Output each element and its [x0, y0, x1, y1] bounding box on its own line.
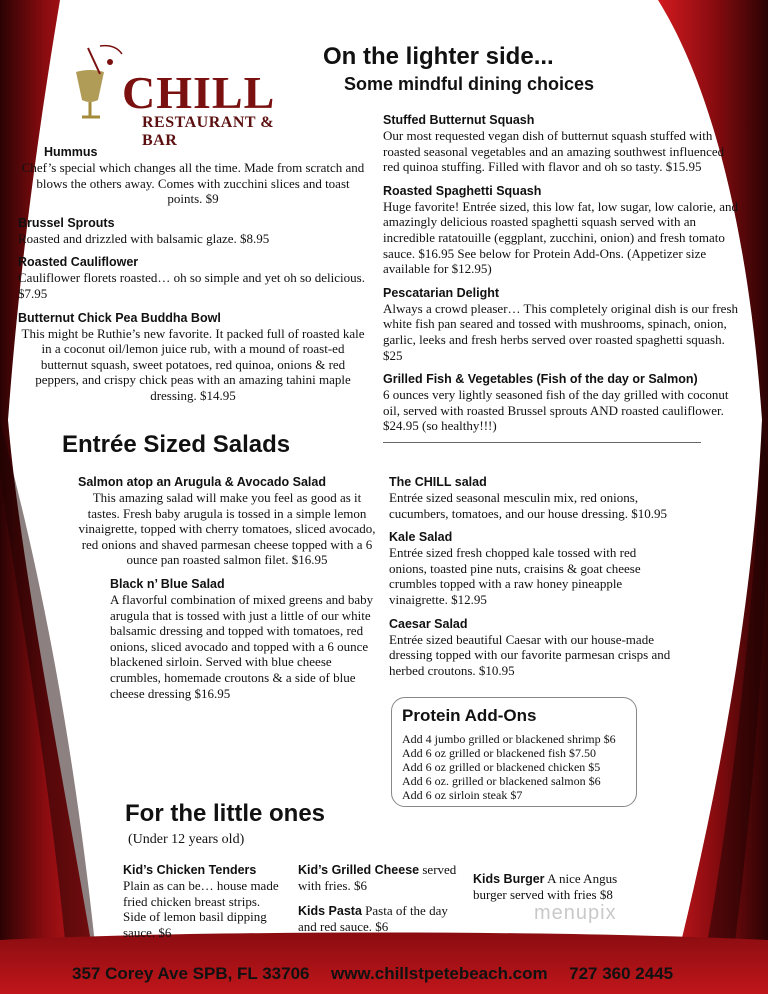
- item-name: Pescatarian Delight: [383, 285, 500, 300]
- section-title-salads: Entrée Sized Salads: [62, 431, 291, 458]
- menu-item: [78, 576, 376, 701]
- menu-item: [18, 144, 368, 207]
- lighter-left-column: [18, 144, 368, 412]
- lighter-right-column: [383, 112, 741, 443]
- item-description: Roasted and drizzled with balsamic glaze. $8.95: [18, 230, 270, 246]
- item-description: A flavorful combination of mixed greens and baby arugula that is tossed with just a little of our white balsamic dressing and topped with tomatoes, red onions, sliced avocado and topped with a 6 ounce blackened sirloin. Served with blue cheese crumbles, homemade croutons & a side of blue cheese dressing $16.95: [110, 591, 374, 701]
- item-name: Butternut Chick Pea Buddha Bowl: [18, 310, 221, 325]
- kids-burger: [473, 871, 643, 903]
- salads-left-column: [78, 474, 376, 709]
- item-name: Salmon atop an Arugula & Avocado Salad: [78, 475, 326, 489]
- brand-tagline: RESTAURANT & BAR: [142, 114, 275, 149]
- item-description: Entrée sized seasonal mesculin mix, red onions, cucumbers, tomatoes, and our house dressing. $10.95: [389, 490, 668, 521]
- protein-item: Add 6 oz. grilled or blackened salmon $6: [402, 774, 601, 788]
- section-title-lighter: On the lighter side...: [323, 43, 554, 70]
- item-description: 6 ounces very lightly seasoned fish of the day grilled with coconut oil, served with roasted Brussel sprouts AND roasted cauliflower. $24.95 (so healthy!!!): [383, 387, 729, 434]
- menu-item: [389, 474, 671, 521]
- item-name: Roasted Cauliflower: [18, 255, 139, 270]
- item-name: Hummus: [44, 145, 98, 159]
- item-name: Kids Pasta: [298, 904, 362, 918]
- item-name: Black n’ Blue Salad: [110, 576, 225, 591]
- menu-item: [389, 529, 671, 607]
- section-subtitle-lighter: Some mindful dining choices: [344, 74, 595, 94]
- logo: [70, 42, 300, 149]
- item-description: served with fries. $6: [298, 862, 457, 893]
- item-description: Pasta of the day and red sauce. $6: [298, 903, 448, 934]
- item-name: Brussel Sprouts: [18, 215, 115, 230]
- menu-item: [18, 310, 368, 404]
- item-name: Kale Salad: [389, 530, 453, 545]
- item-name: Roasted Spaghetti Squash: [383, 183, 542, 198]
- item-description: Always a crowd pleaser… This completely original dish is our fresh white fish pan seared and tossed with mushrooms, spinach, onion, garlic, leeks and fresh herbs served over roasted spaghetti squash. $25: [383, 300, 739, 363]
- footer-phone[interactable]: 727 360 2445: [569, 964, 674, 983]
- item-description: Huge favorite! Entrée sized, this low fat, low sugar, low calorie, and amazingly delicious roasted spaghetti squash served with an incredible ratatouille (eggplant, zucchini, onion) and fresh tomato sauce. $16.95 See below for Protein Add-Ons. (Appetizer size available for $12.95): [383, 198, 739, 277]
- section-divider: [383, 442, 701, 443]
- menu-item: [18, 215, 368, 247]
- brand-name: CHILL: [122, 67, 276, 118]
- watermark: menupix: [534, 902, 617, 924]
- item-name: Stuffed Butternut Squash: [383, 113, 535, 127]
- item-name: Kids Burger: [473, 872, 545, 886]
- section-subtitle-kids: (Under 12 years old): [128, 832, 245, 847]
- item-name: Grilled Fish & Vegetables (Fish of the day or Salmon): [383, 372, 698, 387]
- item-description: Our most requested vegan dish of butternut squash stuffed with roasted seasonal vegetables and an amazing southwest influenced red quinoa stuffing. Filled with flavor and oh so tasty. $15.95: [383, 128, 725, 175]
- kids-tenders: [123, 862, 283, 940]
- footer-address: 357 Corey Ave SPB, FL 33706: [72, 964, 310, 983]
- kids-pasta: [298, 903, 468, 935]
- item-name: Caesar Salad: [389, 616, 468, 631]
- protein-item: Add 6 oz grilled or blackened chicken $5: [402, 760, 601, 774]
- item-description: A nice Angus burger served with fries $8: [473, 871, 618, 902]
- item-name: Kid’s Chicken Tenders: [123, 863, 257, 877]
- bottom-curtain-band: [0, 930, 768, 994]
- section-title-kids: For the little ones: [125, 800, 326, 827]
- item-description: This might be Ruthie’s new favorite. It packed full of roasted kale in a coconut oil/lemon juice rub, with a mound of roast-ed butternut squash, sweet potatoes, red quinoa, onions & red peppers, and crispy chick peas with an amazing tahini maple dressing. $14.95: [21, 325, 365, 403]
- menu-item: [78, 474, 376, 568]
- item-description: Entrée sized fresh chopped kale tossed with red onions, toasted pine nuts, craisins & goat cheese crumbles topped with a raw honey pineapple vinaigrette. $12.95: [389, 545, 641, 607]
- footer-website[interactable]: www.chillstpetebeach.com: [330, 964, 548, 983]
- menu-item: [383, 112, 741, 175]
- item-name: Kid’s Grilled Cheese: [298, 863, 420, 877]
- menu-item: [383, 183, 741, 277]
- protein-title: Protein Add-Ons: [402, 706, 537, 725]
- item-description: Cauliflower florets roasted… oh so simple and yet oh so delicious. $7.95: [18, 270, 365, 301]
- kids-grilled-cheese: [298, 862, 468, 894]
- menu-item: [389, 616, 671, 679]
- salads-right-column: [389, 474, 671, 686]
- footer: [72, 964, 712, 984]
- item-description: This amazing salad will make you feel as good as it tastes. Fresh baby arugula is tossed in a simple lemon vinaigrette, topped with cherry tomatoes, sliced avocado, red onions and shaved parmesan cheese topped with a 6 ounce pan roasted salmon filet. $16.95: [78, 490, 376, 568]
- protein-item: Add 6 oz grilled or blackened fish $7.50: [402, 746, 596, 760]
- item-description: Entrée sized beautiful Caesar with our house-made dressing topped with our favorite parmesan crisps and herbed croutons. $10.95: [389, 631, 671, 678]
- protein-item: Add 4 jumbo grilled or blackened shrimp $6: [402, 732, 616, 746]
- protein-add-ons-box: [391, 697, 637, 807]
- menu-item: [383, 371, 741, 434]
- item-description: Plain as can be… house made fried chicken breast strips. Side of lemon basil dipping sauce. $6: [123, 878, 279, 940]
- protein-item: Add 6 oz sirloin steak $7: [402, 788, 523, 802]
- item-description: Chef’s special which changes all the time. Made from scratch and blows the others away. Comes with zucchini slices and toast points. $9: [21, 160, 365, 207]
- menu-item: [383, 285, 741, 363]
- cocktail-glass-icon: [70, 42, 130, 122]
- menu-item: [18, 254, 368, 301]
- item-name: The CHILL salad: [389, 475, 487, 489]
